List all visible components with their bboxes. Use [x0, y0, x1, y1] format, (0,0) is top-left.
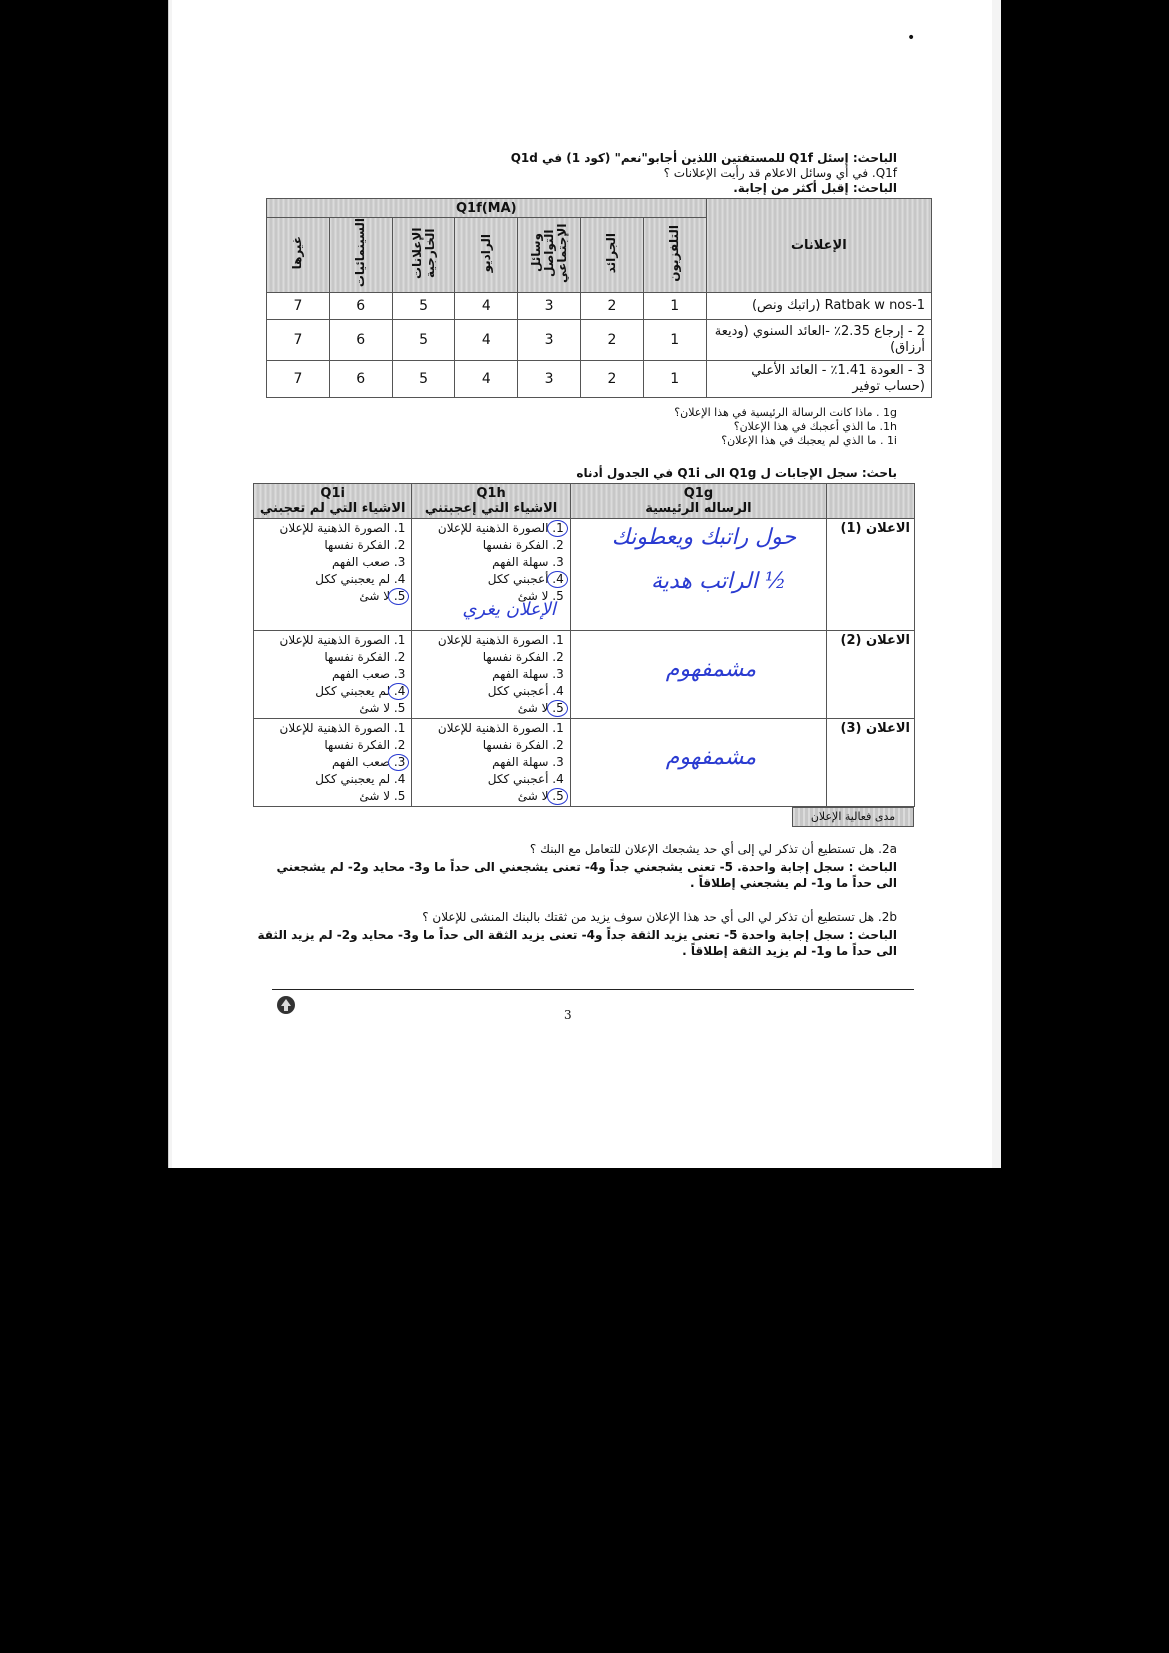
table-row [254, 719, 915, 807]
q1h-options [412, 631, 570, 719]
selection-circle [547, 571, 568, 588]
ad-name: الاعلان (1) [827, 519, 915, 631]
question-2b-instruction: الباحث : سجل إجابة واحدة 5- تعنى يزيد الثقة جداً و4- تعنى يزيد الثقة الى حداً ما و3- محايد و2- لم يزيد الثقة الى حداً ما و1- لم يزيد الثقة إطلاقاً . [257, 928, 897, 958]
option[interactable]: 1. الصورة الذهنية للإعلان [418, 520, 563, 537]
code-cell[interactable]: 4 [455, 361, 518, 398]
option[interactable]: 2. الفكرة نفسها [324, 738, 406, 752]
ad-label: 2 - إرجاع 2.35٪ -العائد السنوي (وديعة أرزاق) [706, 320, 931, 361]
option[interactable]: 1. الصورة الذهنية للإعلان [279, 521, 406, 535]
selection-circle [388, 683, 409, 700]
question-2b: 2b. هل تستطيع أن تذكر لي الى أي حد هذا الإعلان سوف يزيد من ثقتك بالبنك المنشى للإعلان ؟ [422, 910, 897, 924]
handwritten-answer: مشمفهوم [665, 745, 757, 770]
code-cell[interactable]: 5 [392, 361, 455, 398]
option[interactable]: 5. لا شئ [418, 788, 563, 805]
header-line-3: الباحث: إقبل أكثر من إجابة. [733, 181, 897, 195]
q1f-media-table [266, 198, 932, 398]
scan-dot: • [907, 30, 916, 46]
option[interactable]: 2. الفكرة نفسها [324, 650, 406, 664]
code-cell[interactable]: 6 [329, 320, 392, 361]
code-cell[interactable]: 4 [455, 320, 518, 361]
q1h-options [412, 519, 570, 631]
option[interactable]: 1. الصورة الذهنية للإعلان [279, 633, 406, 647]
option[interactable]: 4. أعجبني ككل [487, 772, 564, 786]
ad-label: 3 - العودة 1.41٪ - العائد الأعلي (حساب توفير [706, 361, 931, 398]
code-cell[interactable]: 5 [392, 293, 455, 320]
question-1h: 1h. ما الذي أعجبك في هذا الإعلان؟ [733, 420, 897, 433]
q1i-options [254, 519, 412, 631]
option[interactable]: 1. الصورة الذهنية للإعلان [437, 633, 564, 647]
option[interactable]: 3. سهلة الفهم [492, 667, 564, 681]
selection-circle [388, 754, 409, 771]
code-cell[interactable]: 3 [518, 320, 581, 361]
question-2a: 2a. هل تستطيع أن تذكر لي إلى أي حد يشجعك الإعلان للتعامل مع البنك ؟ [529, 842, 897, 856]
option[interactable]: 3. صعب الفهم [331, 555, 406, 569]
header-line-2: Q1f. في أي وسائل الاعلام قد رأيت الإعلانات ؟ [663, 166, 897, 180]
question-list [397, 406, 897, 448]
selection-circle [547, 700, 568, 717]
header-line-1: الباحث: إسئل Q1f للمستفتين اللذين أجابو"نعم" (كود 1) في Q1d [510, 151, 897, 165]
table-row [267, 361, 932, 398]
media-header-outdoor: الإعلانات الخارجية [392, 218, 455, 293]
option[interactable]: 2. الفكرة نفسها [482, 650, 564, 664]
code-cell[interactable]: 2 [581, 293, 644, 320]
q1h-header: Q1h الاشياء التي إعجبتني [412, 484, 570, 519]
option[interactable]: 5. لا شئ [260, 588, 405, 605]
option[interactable]: 4. أعجبني ككل [487, 684, 564, 698]
media-header-social: وسائل التواصل الإجتماعي [518, 218, 581, 293]
code-cell[interactable]: 1 [643, 293, 706, 320]
option[interactable]: 3. صعب الفهم [260, 754, 405, 771]
ads-column-header: الإعلانات [706, 199, 931, 293]
corner-cell [827, 484, 915, 519]
table-row [254, 631, 915, 719]
code-cell[interactable]: 3 [518, 361, 581, 398]
responses-table [253, 483, 915, 807]
q1i-options [254, 631, 412, 719]
option[interactable]: 1. الصورة الذهنية للإعلان [279, 721, 406, 735]
selection-circle [547, 520, 568, 537]
selection-circle [547, 788, 568, 805]
option[interactable]: 4. لم يعجبني ككل [315, 572, 406, 586]
option[interactable]: 2. الفكرة نفسها [482, 538, 564, 552]
logo-icon [276, 994, 296, 1016]
code-cell[interactable]: 6 [329, 361, 392, 398]
media-header-radio: الراديو [455, 218, 518, 293]
option[interactable]: 5. لا شئ [418, 700, 563, 717]
responses-instruction: باحث: سجل الإجابات ل Q1g الى Q1i في الجدول أدناه [576, 466, 897, 480]
handwritten-note: الإعلان يغري [462, 599, 556, 620]
question-1i: 1i . ما الذي لم يعجبك في هذا الإعلان؟ [721, 434, 897, 447]
handwritten-answer: ½ الراتب هدية [650, 569, 787, 594]
main-message-cell[interactable] [570, 719, 826, 807]
option[interactable]: 3. صعب الفهم [331, 667, 406, 681]
q1f-title: Q1f(MA) [267, 199, 707, 218]
code-cell[interactable]: 7 [267, 293, 330, 320]
effectiveness-label: مدى فعالية الإعلان [792, 807, 914, 827]
option[interactable]: 4. لم يعجبني ككل [260, 683, 405, 700]
footer-rule [272, 989, 914, 990]
main-message-cell[interactable] [570, 519, 826, 631]
code-cell[interactable]: 5 [392, 320, 455, 361]
table-row [267, 320, 932, 361]
media-header-tv: التلفزيون [643, 218, 706, 293]
selection-circle [388, 588, 409, 605]
question-2a-instruction: الباحث : سجل إجابة واحدة. 5- تعنى يشجعني جداً و4- تعنى يشجعني الى حداً ما و3- محايد و2- لم يشجعني الى حداً ما و1- لم يشجعني إطلاقاً . [276, 860, 897, 890]
page-number: 3 [564, 1008, 572, 1022]
code-cell[interactable]: 6 [329, 293, 392, 320]
code-cell[interactable]: 7 [267, 361, 330, 398]
option[interactable]: 2. الفكرة نفسها [324, 538, 406, 552]
option[interactable]: 1. الصورة الذهنية للإعلان [437, 721, 564, 735]
media-header-other: غيرها [267, 218, 330, 293]
code-cell[interactable]: 4 [455, 293, 518, 320]
code-cell[interactable]: 3 [518, 293, 581, 320]
code-cell[interactable]: 2 [581, 320, 644, 361]
option[interactable]: 5. لا شئ [359, 701, 406, 715]
code-cell[interactable]: 7 [267, 320, 330, 361]
option[interactable]: 4. لم يعجبني ككل [315, 772, 406, 786]
ad-label: Ratbak w nos-1 (راتبك ونص) [706, 293, 931, 320]
handwritten-answer: مشمفهوم [665, 657, 757, 682]
media-header-cinema: السينمائيات [329, 218, 392, 293]
q1i-options [254, 719, 412, 807]
ad-name: الاعلان (2) [827, 631, 915, 719]
document-page [172, 0, 992, 1168]
q1i-header: Q1i الاشياء التي لم تعجبني [254, 484, 412, 519]
option[interactable]: 4. أعجبني ككل [418, 571, 563, 588]
table-row [254, 519, 915, 631]
option[interactable]: 5. لا شئ [517, 589, 564, 603]
code-cell[interactable]: 1 [643, 361, 706, 398]
option[interactable]: 5. لا شئ [359, 789, 406, 803]
handwritten-answer: حول راتبك ويعطونك [611, 525, 797, 550]
q1g-header: Q1g الرساله الرئيسية [570, 484, 826, 519]
ad-name: الاعلان (3) [827, 719, 915, 807]
table-row [267, 293, 932, 320]
code-cell[interactable]: 1 [643, 320, 706, 361]
option[interactable]: 2. الفكرة نفسها [482, 738, 564, 752]
option[interactable]: 3. سهلة الفهم [492, 555, 564, 569]
code-cell[interactable]: 2 [581, 361, 644, 398]
option[interactable]: 3. سهلة الفهم [492, 755, 564, 769]
q1h-options [412, 719, 570, 807]
note-row [418, 599, 563, 629]
question-1g: 1g . ماذا كانت الرسالة الرئيسية في هذا الإعلان؟ [674, 406, 897, 419]
media-header-newspapers: الجرائد [581, 218, 644, 293]
main-message-cell[interactable] [570, 631, 826, 719]
